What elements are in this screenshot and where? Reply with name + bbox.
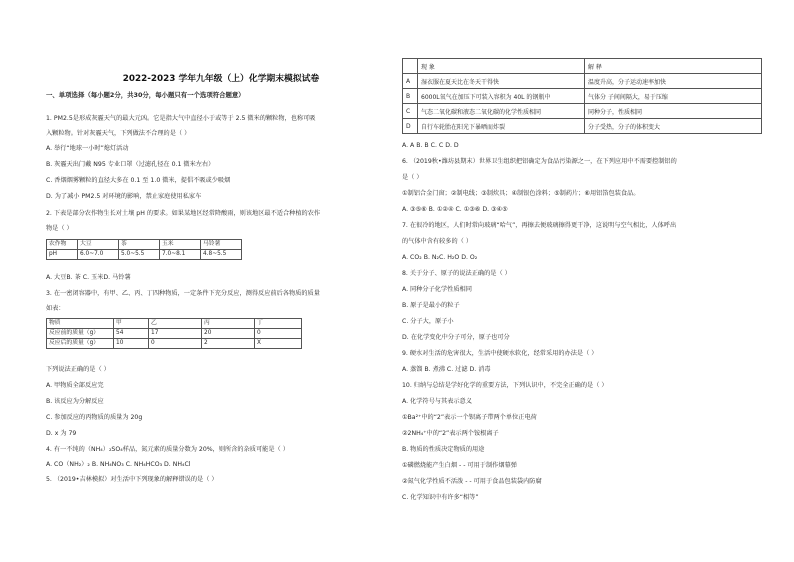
table-cell: 湿衣服在夏天比在冬天干得快 [418,74,585,89]
option-line: D. 在化学变化中分子可分，原子也可分 [402,334,510,341]
table-cell: 玉米 [160,240,201,250]
table-cell: pH [47,250,78,260]
question-line: 下列说法正确的是（ ） [46,366,110,373]
option-line: A. A B. B C. C D. D [402,142,459,149]
table-cell: 54 [114,329,149,339]
option-line: B. 该反应为分解反应 [46,398,104,405]
crop-ph-table [46,239,242,260]
table-cell: 6000L氧气在加压下可装入容积为 40L 的钢瓶中 [418,89,585,104]
option-line: B. 原子是最小的粒子 [402,302,460,309]
option-line: A. 化学符号与其表示意义 [402,398,472,405]
table-cell: 物质 [47,319,114,329]
question-line: 9. 硬水对生活的危害很大，生活中使硬水软化，经常采用的办法是（ ） [402,350,598,357]
section-heading: 一、单项选择（每小题2分，共30分，每小题只有一个选项符合题意） [46,91,245,99]
table-cell: 马铃薯 [201,240,242,250]
question-line: 是（ ） [402,174,423,181]
table-cell: B [403,89,418,104]
table-cell: 同种分子，性质相同 [585,104,762,119]
table-cell: X [255,339,302,349]
option-line: D. x 为 79 [46,430,77,437]
option-line: A. ③⑤⑥ B. ①②④ C. ①③⑥ D. ③④⑤ [402,206,508,213]
question-line: 2. 下表是部分农作物生长对土壤 pH 的要求。如果某地区经常降酸雨，则该地区最不适合种植的农作 [46,210,321,217]
table-cell [403,59,418,74]
option-line: ①Ba²⁺中的“2”表示一个钡离子带两个单位正电荷 [402,414,537,421]
table-row [47,329,302,339]
table-cell: 5.0~5.5 [119,250,160,260]
option-line: A. CO₂ B. N₂C. H₂O D. O₂ [402,254,478,261]
table-cell: 丁 [255,319,302,329]
table-cell: 乙 [149,319,202,329]
option-line: A. 举行“地球一小时”熄灯活动 [46,145,129,152]
table-cell: 农作物 [47,240,78,250]
question-line: 物是（ ） [46,225,73,232]
table-cell: 反应后的质量（g） [47,339,114,349]
table-row [403,59,762,74]
question-line: 1. PM2.5是形成灰霾天气的最大元凶。它是指大气中直径小于或等于 2.5 微米的颗粒物，也称可吸 [46,115,316,122]
table-cell: 解 释 [585,59,762,74]
table-cell: 现 象 [418,59,585,74]
table-row [47,319,302,329]
table-cell: 丙 [202,319,255,329]
table-cell: 气体分 子间间隔大，易于压缩 [585,89,762,104]
table-cell: 自行车轮胎在阳光下暴晒而炸裂 [418,119,585,134]
table-cell: 20 [202,329,255,339]
question-line: 5. （2019•吉林模拟）对生活中下列现象的解释错误的是（ ） [46,476,218,483]
option-line: C. 香烟烟雾颗粒的直径大多在 0.1 至 1.0 微米，提倡不吸或少吸烟 [46,177,231,184]
table-row [47,339,302,349]
option-line: B. 物质的性质决定物质的用途 [402,446,485,453]
table-cell: 17 [149,329,202,339]
table-row [403,74,762,89]
exam-title: 2022-2023 学年九年级（上）化学期末模拟试卷 [122,74,320,84]
table-row [403,119,762,134]
table-cell: 2 [202,339,255,349]
option-line: A. 同种分子化学性质相同 [402,286,472,293]
question-line: 的气体中含有较多的（ ） [402,238,473,245]
question-line: 3. 在一密闭容器中，有甲、乙、丙、丁四种物质，一定条件下充分反应，测得反应前后各物质的质量 [46,290,320,297]
option-line: D. 为了减小 PM2.5 对环境的影响，禁止家庭使用私家车 [46,193,202,200]
option-line: B. 灰霾天出门戴 N95 专业口罩（过滤孔径在 0.1 微米左右） [46,161,215,168]
option-line: ②2NH₄⁺中的“2”表示两个铵根离子 [402,430,499,437]
option-line: A. 蒸馏 B. 煮沸 C. 过滤 D. 消毒 [402,366,491,373]
phenomenon-table [402,58,762,134]
table-cell: 7.0~8.1 [160,250,201,260]
option-line: C. 化学知识中有许多“相等” [402,494,479,501]
table-cell: D [403,119,418,134]
table-row [403,89,762,104]
table-cell: A [403,74,418,89]
question-line: 10. 归纳与总结是学好化学的重要方法，下列认识中，不完全正确的是（ ） [402,382,608,389]
table-cell: 6.0~7.0 [78,250,119,260]
question-line: ①制铝合金门窗；②制电线；③制炊具；④制银色涂料；⑤制药片；⑥用铝箔包装食品。 [402,190,640,197]
table-cell: 分子受热，分子的体积变大 [585,119,762,134]
question-line: 7. 在很冷的地区，人们时常向玻璃“哈气”，再擦去便玻璃擦得更干净，这说明与空气相比，人体呼出 [402,222,677,229]
table-cell: 甲 [114,319,149,329]
table-cell: 大豆 [78,240,119,250]
option-line: A. CO（NH₂）₂ B. NH₄NO₃ C. NH₄HCO₃ D. NH₄Cl [46,461,191,468]
question-line: 入颗粒物。针对灰霾天气，下列做法不合理的是（ ） [46,130,191,137]
option-line: ②氮气化学性质不活泼 - - 可用于食品包装袋内防腐 [402,478,542,485]
table-row [47,240,242,250]
question-line: 8. 关于分子、原子的说法正确的是（ ） [402,270,511,277]
option-line: ①磷燃烧能产生白烟 - - 可用于制作烟幕弹 [402,462,517,469]
table-cell: 反应前的质量（g） [47,329,114,339]
option-line: C. 参加反应的丙物质的质量为 20g [46,414,143,421]
table-cell: 温度升高，分子运动速率加快 [585,74,762,89]
question-line: 4. 有一不纯的（NH₄）₂SO₄样品，氮元素的质量分数为 20%，则所含的杂质可能是（ ） [46,446,289,453]
table-cell: 0 [149,339,202,349]
table-row [403,104,762,119]
table-cell: 10 [114,339,149,349]
table-cell: 茶 [119,240,160,250]
option-line: A. 大豆B. 茶 C. 玉米D. 马铃薯 [46,274,131,281]
table-cell: C [403,104,418,119]
question-line: 6. （2019秋•潍坊县期末）世界卫生组织把铝确定为食品污染源之一，在下列应用中不需要控制铝的 [402,158,677,165]
table-cell: 0 [255,329,302,339]
mass-table [46,318,302,349]
table-row [47,250,242,260]
table-cell: 气态二氧化碳和液态二氧化碳的化学性质相同 [418,104,585,119]
option-line: C. 分子大，原子小 [402,318,454,325]
table-cell: 4.8~5.5 [201,250,242,260]
option-line: A. 甲物质全部反应完 [46,382,104,389]
question-line: 如表： [46,305,65,312]
